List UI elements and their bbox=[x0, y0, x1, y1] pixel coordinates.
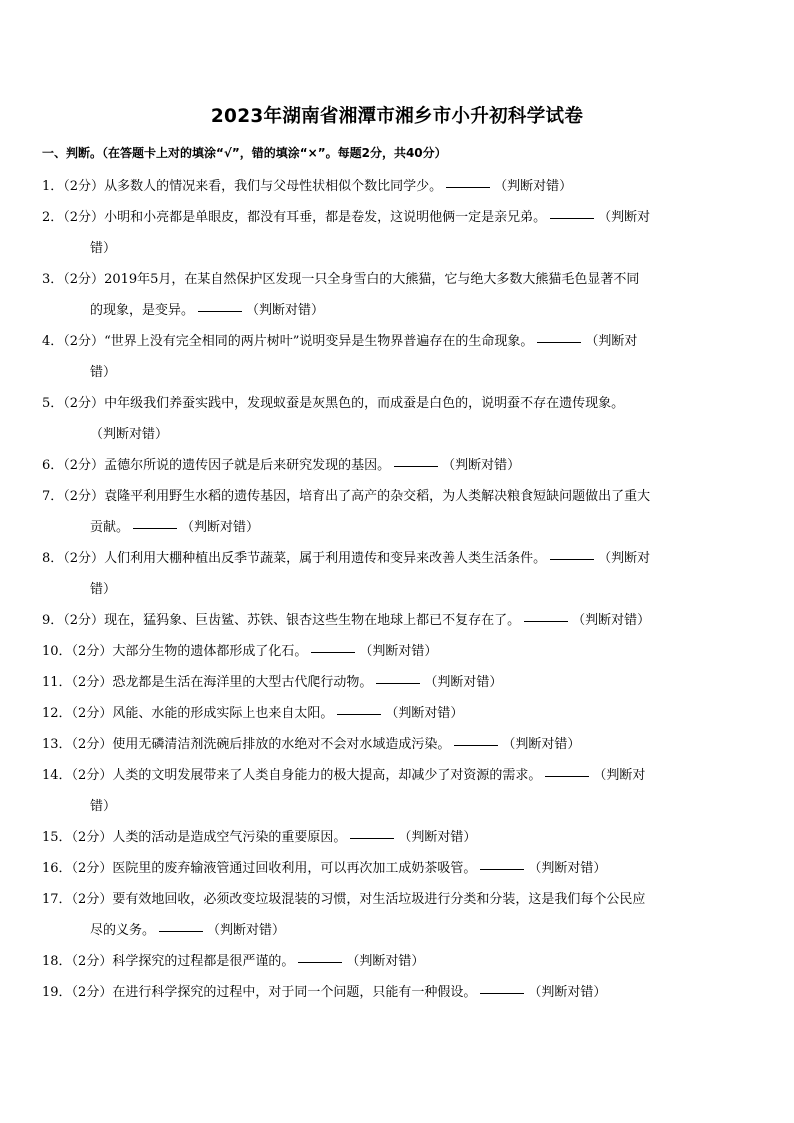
question-item: 15．（2分）人类的活动是造成空气污染的重要原因。 （判断对错） bbox=[42, 830, 477, 845]
question-item: 8．（2分）人们利用大棚种植出反季节蔬菜，属于利用遗传和变异来改善人类生活条件。 （判断对 错） bbox=[42, 551, 651, 597]
answer-blank[interactable] bbox=[446, 187, 490, 188]
answer-blank[interactable] bbox=[133, 528, 177, 529]
question-item: 9．（2分）现在，猛犸象、巨齿鲨、苏铁、银杏这些生物在地球上都已不复存在了。 （判断对错） bbox=[42, 613, 651, 628]
question-item: 11．（2分）恐龙都是生活在海洋里的大型古代爬行动物。 （判断对错） bbox=[42, 675, 503, 690]
section-heading: 一、判断。（在答题卡上对的填涂“√”，错的填涂“×”。每题2分，共40分） bbox=[42, 146, 447, 160]
question-item: 12．（2分）风能、水能的形成实际上也来自太阳。 （判断对错） bbox=[42, 706, 464, 721]
answer-blank[interactable] bbox=[298, 962, 342, 963]
question-item: 17．（2分）要有效地回收，必须改变垃圾混装的习惯，对生活垃圾进行分类和分装，这是我们每个公民应 尽的义务。 （判断对错） bbox=[42, 892, 646, 938]
question-item: 16．（2分）医院里的废弃输液管通过回收利用，可以再次加工成奶茶吸管。 （判断对错） bbox=[42, 861, 607, 876]
answer-blank[interactable] bbox=[350, 838, 394, 839]
answer-blank[interactable] bbox=[337, 714, 381, 715]
answer-blank[interactable] bbox=[524, 621, 568, 622]
answer-blank[interactable] bbox=[545, 776, 589, 777]
question-item: 3．（2分）2019年5月，在某自然保护区发现一只全身雪白的大熊猫，它与绝大多数大熊猫毛色显著不同 的现象，是变异。 （判断对错） bbox=[42, 272, 640, 318]
question-item: 1．（2分）从多数人的情况来看，我们与父母性状相似个数比同学少。 （判断对错） bbox=[42, 179, 573, 194]
answer-blank[interactable] bbox=[550, 218, 594, 219]
answer-blank[interactable] bbox=[198, 311, 242, 312]
question-item: 19．（2分）在进行科学探究的过程中，对于同一个问题，只能有一种假设。 （判断对错） bbox=[42, 985, 607, 1000]
question-item: 13．（2分）使用无磷清洁剂洗碗后排放的水绝对不会对水域造成污染。 （判断对错） bbox=[42, 737, 581, 752]
question-item: 2．（2分）小明和小亮都是单眼皮，都没有耳垂，都是卷发，这说明他俩一定是亲兄弟。 （判断对 错） bbox=[42, 210, 651, 256]
question-item: 6．（2分）孟德尔所说的遗传因子就是后来研究发现的基因。 （判断对错） bbox=[42, 458, 521, 473]
answer-blank[interactable] bbox=[537, 342, 581, 343]
answer-blank[interactable] bbox=[394, 466, 438, 467]
question-item: 5．（2分）中年级我们养蚕实践中，发现蚁蚕是灰黑色的，而成蚕是白色的，说明蚕不存在遗传现象。 （判断对错） bbox=[42, 396, 625, 442]
answer-blank[interactable] bbox=[454, 745, 498, 746]
answer-blank[interactable] bbox=[550, 559, 594, 560]
answer-blank[interactable] bbox=[376, 683, 420, 684]
answer-blank[interactable] bbox=[311, 652, 355, 653]
page-title: 2023年湖南省湘潭市湘乡市小升初科学试卷 bbox=[210, 106, 584, 127]
answer-blank[interactable] bbox=[159, 931, 203, 932]
question-item: 7．（2分）袁隆平利用野生水稻的遗传基因，培育出了高产的杂交稻，为人类解决粮食短缺问题做出了重大 贡献。 （判断对错） bbox=[42, 489, 651, 535]
question-item: 10．（2分）大部分生物的遗体都形成了化石。 （判断对错） bbox=[42, 644, 438, 659]
question-item: 18．（2分）科学探究的过程都是很严谨的。 （判断对错） bbox=[42, 954, 425, 969]
question-item: 14．（2分）人类的文明发展带来了人类自身能力的极大提高，却减少了对资源的需求。 （判断对 错） bbox=[42, 768, 646, 814]
answer-blank[interactable] bbox=[480, 869, 524, 870]
question-item: 4．（2分）“世界上没有完全相同的两片树叶”说明变异是生物界普遍存在的生命现象。 （判断对 错） bbox=[42, 334, 638, 380]
answer-blank[interactable] bbox=[480, 993, 524, 994]
